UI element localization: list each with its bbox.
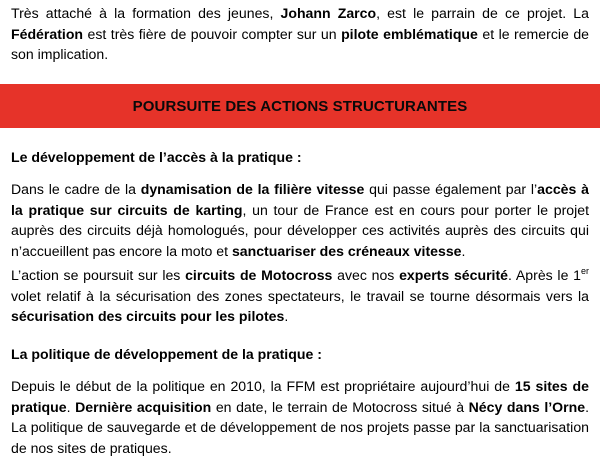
text: , est le parrain de ce projet. La: [376, 5, 589, 21]
bold-text: sécurisation des circuits pour les pilotes: [11, 308, 285, 324]
text: .: [284, 308, 289, 324]
bold-text: Nécy dans l’Orne: [468, 398, 586, 415]
bold-text: 15 sites de pratique: [11, 378, 589, 415]
bold-text: Johann Zarco: [280, 5, 377, 21]
text: est très fière de pouvoir compter sur un: [83, 25, 342, 42]
section-banner: [0, 84, 600, 128]
text: volet relatif à la sécurisation des zones spectateurs, le travail se tourne désormais vers la: [11, 287, 589, 304]
access-paragraph-motocross: [11, 265, 589, 327]
bold-text: dynamisation de la filière vitesse: [140, 181, 365, 197]
policy-paragraph: [11, 376, 589, 458]
intro-paragraph: [11, 3, 589, 65]
superscript: er: [580, 266, 589, 276]
text: et le remercie de son implication.: [11, 25, 589, 62]
text: . La politique de sauvegarde et de développement de nos projets passe par la sanctuarisation de nos sites de pratiques.: [11, 398, 589, 456]
text: L’action se poursuit sur les: [11, 267, 186, 283]
text: en date, le terrain de Motocross situé à: [211, 398, 469, 415]
bold-text: pilote emblématique: [341, 25, 478, 42]
text: Depuis le début de la politique en 2010, la FFM est propriétaire aujourd’hui de: [11, 378, 515, 394]
bold-text: sanctuariser des créneaux vitesse: [231, 242, 462, 259]
text: , un tour de France est en cours pour porter le projet auprès des circuits déjà homologués, pour développer ces activités auprès des circuits qui n’accueillent pas encore la moto et: [11, 201, 590, 259]
text: avec nos: [332, 267, 400, 283]
bold-text: Dernière acquisition: [75, 398, 212, 415]
text: Dans le cadre de la: [11, 181, 141, 197]
text: .: [461, 242, 466, 259]
text: .: [66, 398, 76, 415]
banner-title: POURSUITE DES ACTIONS STRUCTURANTES: [132, 97, 468, 115]
bold-text: experts sécurité: [399, 267, 509, 283]
section-heading-access: Le développement de l’accès à la pratique :: [11, 149, 302, 165]
text: Très attaché à la formation des jeunes,: [11, 5, 281, 21]
bold-text: accès à la pratique sur circuits de karting: [11, 181, 589, 218]
bold-text: circuits de Motocross: [185, 267, 333, 283]
bold-text: Fédération: [11, 25, 84, 42]
access-paragraph-karting: [11, 179, 589, 261]
text: qui passe également par l’: [364, 181, 538, 197]
text: . Après le 1: [508, 267, 581, 283]
section-heading-policy: La politique de développement de la pratique :: [11, 346, 322, 362]
